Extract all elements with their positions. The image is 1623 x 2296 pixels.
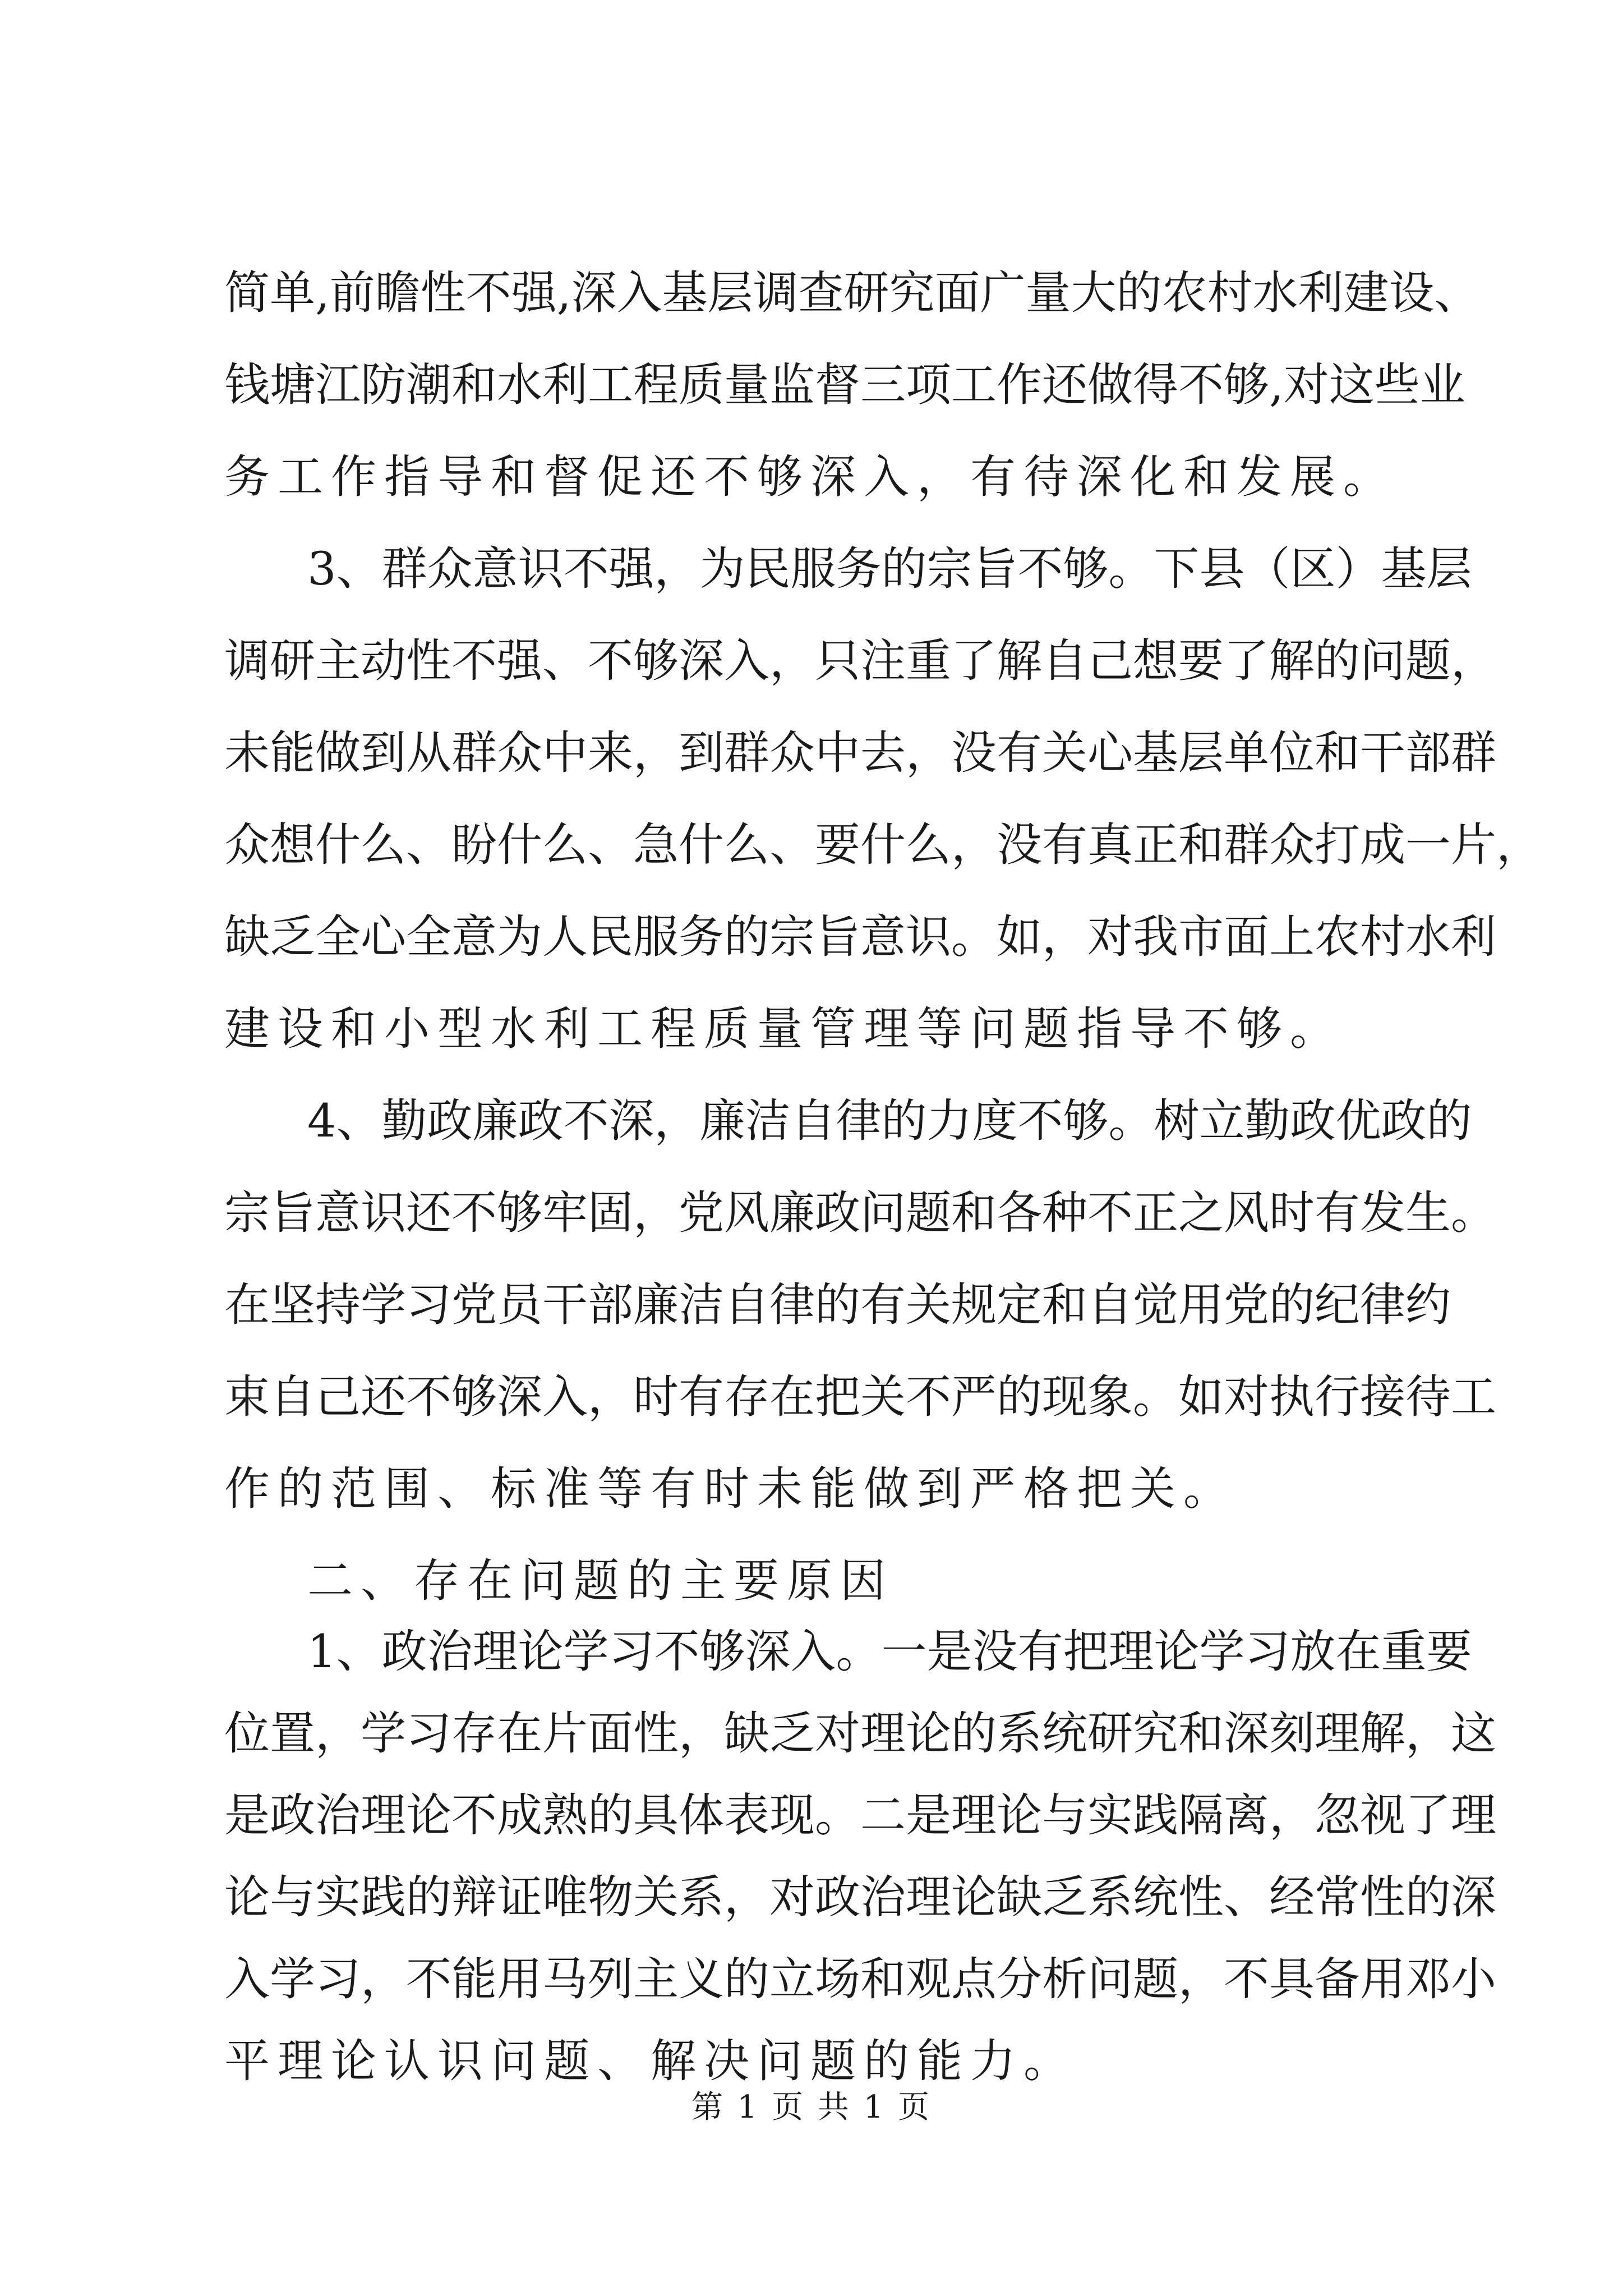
paragraph-1-line-2: 钱塘江防潮和水利工程质量监督三项工作还做得不够,对这些业 <box>224 359 1465 412</box>
paragraph-2-line-3: 未能做到从群众中来，到群众中去，没有关心基层单位和干部群 <box>224 727 1497 780</box>
paragraph-5-line-5: 入学习，不能用马列主义的立场和观点分析问题，不具备用邓小 <box>224 1953 1497 2006</box>
paragraph-5-line-2: 位置，学习存在片面性，缺乏对理论的系统研究和深刻理解，这 <box>224 1708 1497 1760</box>
paragraph-5-line-3: 是政治理论不成熟的具体表现。二是理论与实践隔离，忽视了理 <box>224 1789 1497 1842</box>
paragraph-2-line-4: 众想什么、盼什么、急什么、要什么，没有真正和群众打成一片， <box>224 819 1542 872</box>
paragraph-2-line-2: 调研主动性不强、不够深入，只注重了解自己想要了解的问题， <box>224 635 1497 688</box>
paragraph-3-line-1: 4、勤政廉政不深，廉洁自律的力度不够。树立勤政优政的 <box>307 1095 1472 1148</box>
paragraph-3-line-4: 束自己还不够深入，时有存在把关不严的现象。如对执行接待工 <box>224 1371 1497 1424</box>
section-heading: 二、存在问题的主要原因 <box>307 1555 894 1608</box>
paragraph-1-line-1: 简单,前瞻性不强,深入基层调查研究面广量大的农村水利建设、 <box>224 267 1480 320</box>
page-footer: 第 1 页 共 1 页 <box>691 2089 932 2125</box>
paragraph-1-line-3: 务工作指导和督促还不够深入，有待深化和发展。 <box>224 451 1397 504</box>
paragraph-3-line-3: 在坚持学习党员干部廉洁自律的有关规定和自觉用党的纪律约 <box>224 1279 1451 1332</box>
paragraph-5-line-1: 1、政治理论学习不够深入。一是没有把理论学习放在重要 <box>307 1626 1472 1678</box>
paragraph-2-line-1: 3、群众意识不强，为民服务的宗旨不够。下县（区）基层 <box>307 543 1472 596</box>
paragraph-2-line-5: 缺乏全心全意为人民服务的宗旨意识。如，对我市面上农村水利 <box>224 911 1497 964</box>
paragraph-2-line-6: 建设和小型水利工程质量管理等问题指导不够。 <box>224 1003 1344 1056</box>
paragraph-5-line-4: 论与实践的辩证唯物关系，对政治理论缺乏系统性、经常性的深 <box>224 1871 1497 1924</box>
paragraph-3-line-5: 作的范围、标准等有时未能做到严格把关。 <box>224 1463 1237 1516</box>
paragraph-3-line-2: 宗旨意识还不够牢固，党风廉政问题和各种不正之风时有发生。 <box>224 1187 1497 1240</box>
paragraph-5-line-6: 平理论认识问题、解决问题的能力。 <box>224 2035 1077 2088</box>
